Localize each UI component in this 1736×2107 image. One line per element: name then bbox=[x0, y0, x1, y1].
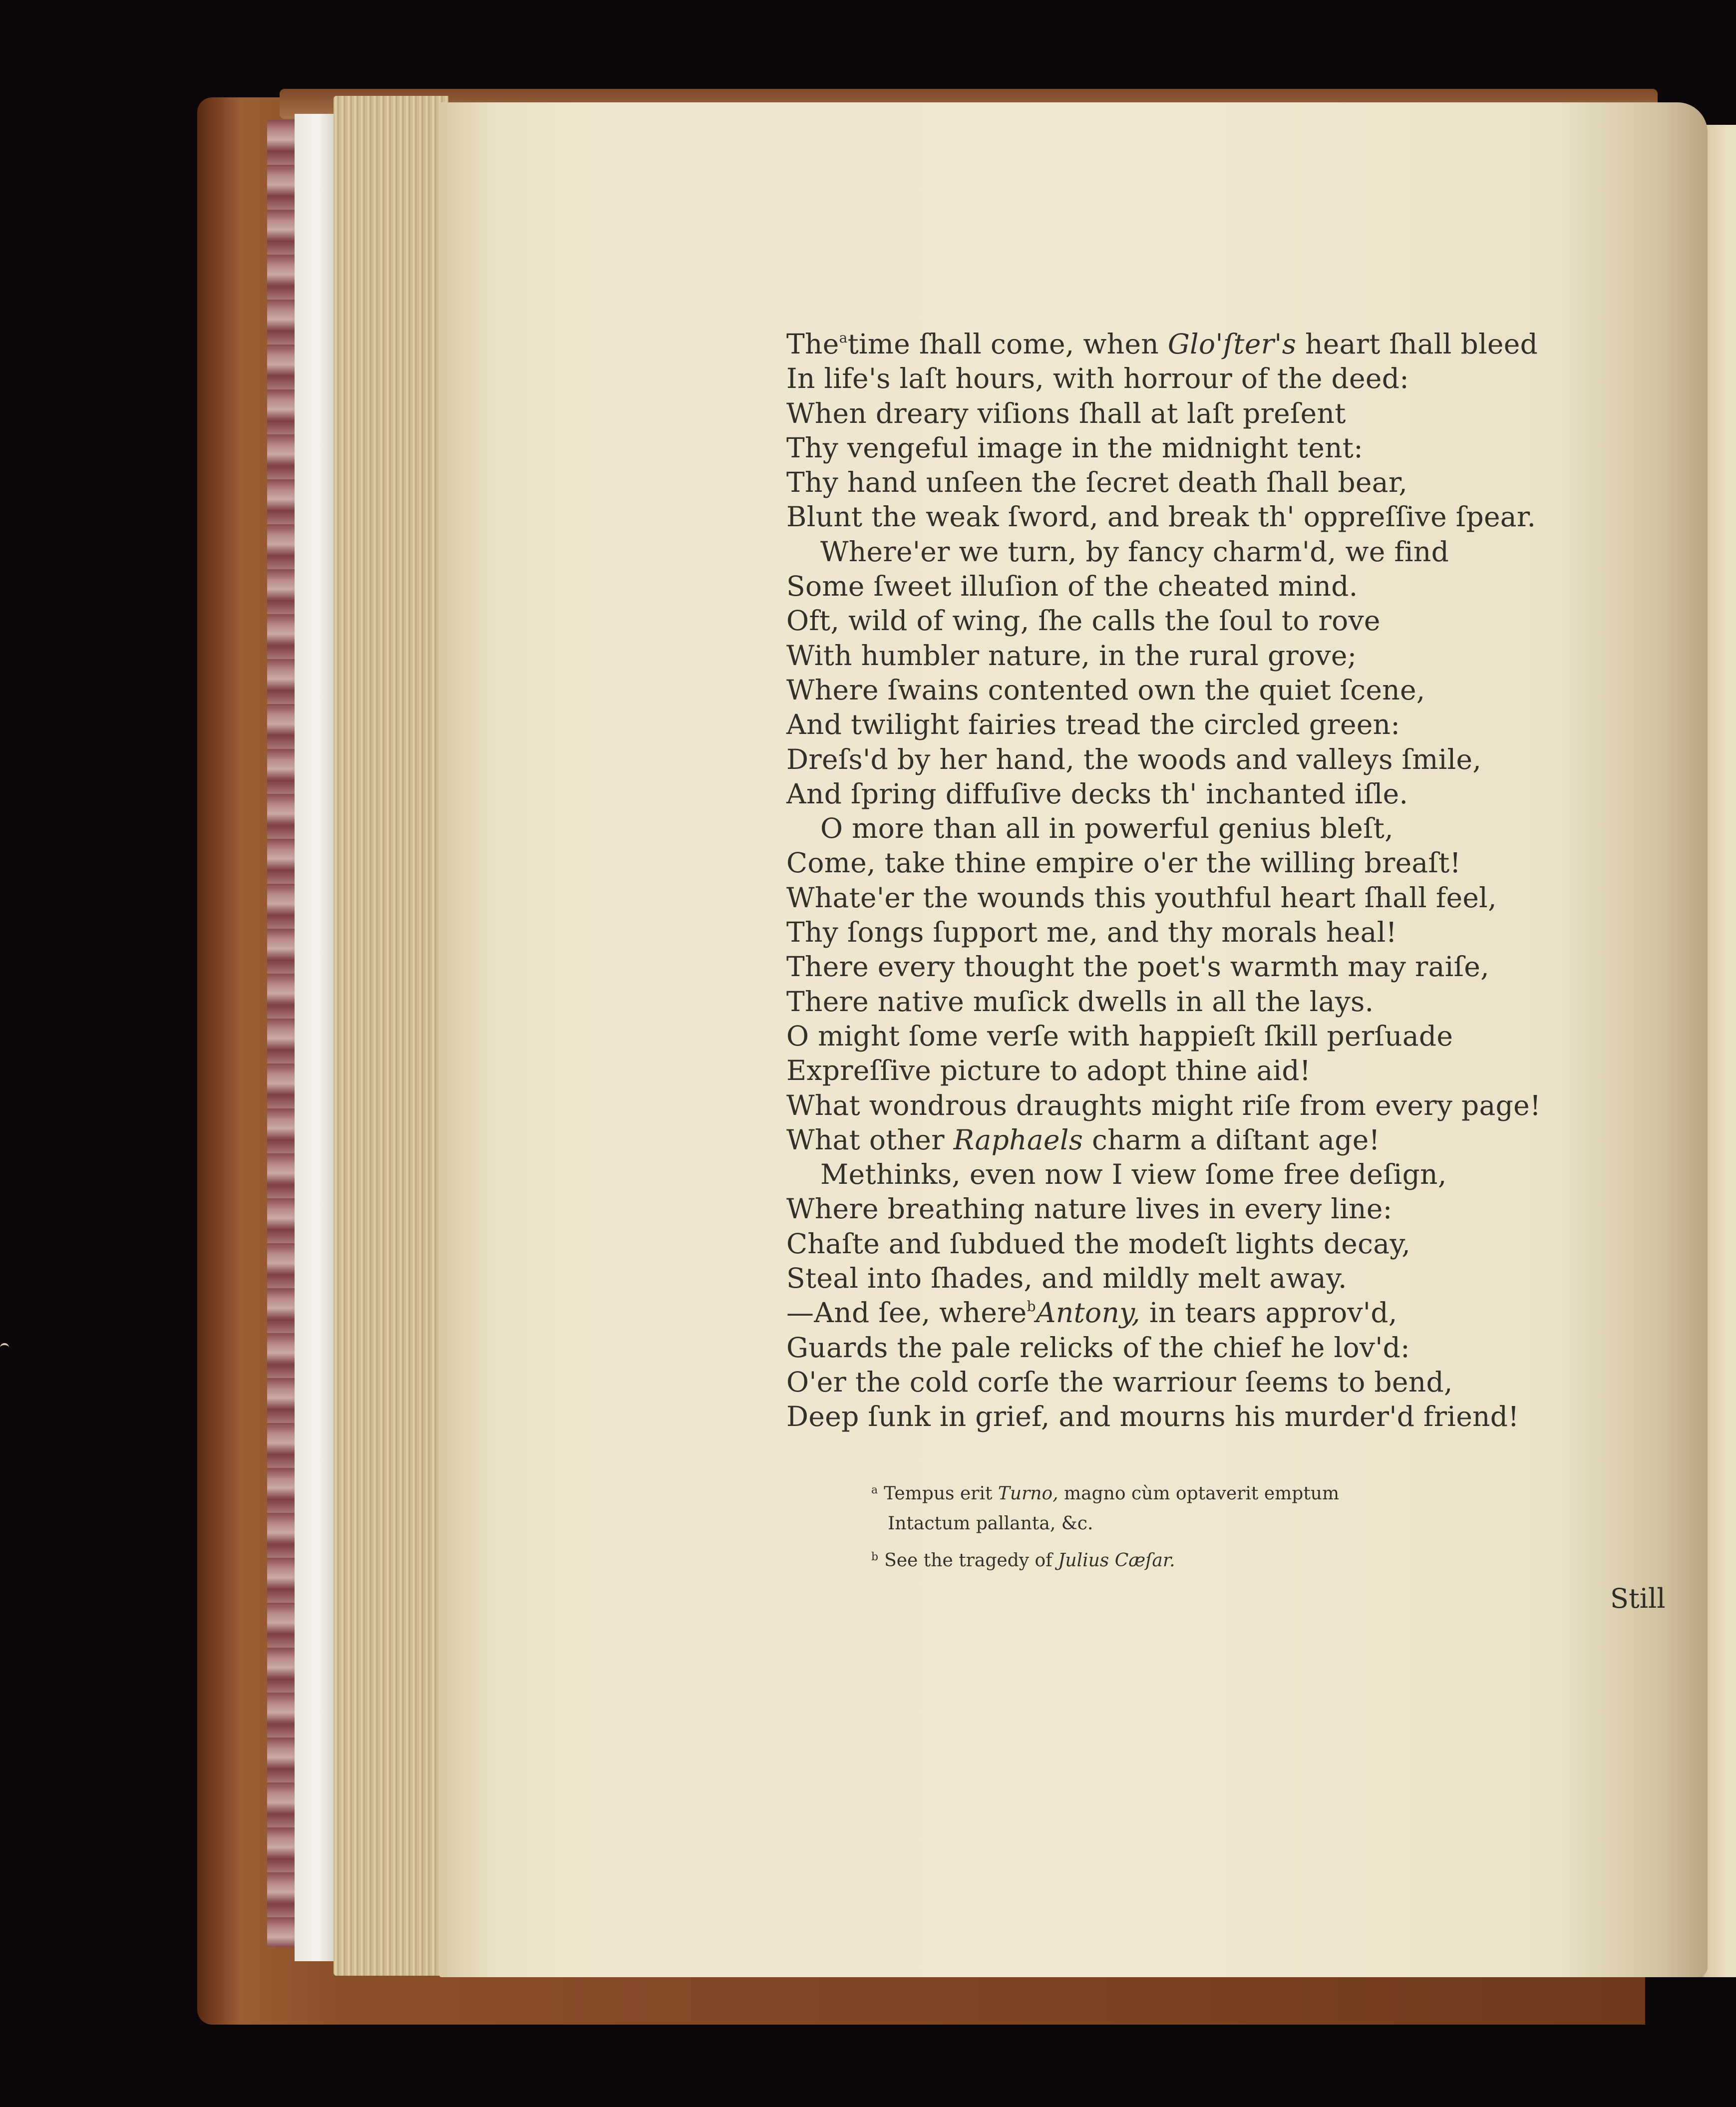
poem-line-20: There native muſick dwells in all the lays. bbox=[786, 985, 1374, 1018]
footnote-a: $^a$ Tempus erit Turno, magno cùm optaverit emptum Intactum pallanta, &c. bbox=[871, 1479, 1470, 1539]
poem-line-27: Chaſte and ſubdued the modeſt lights decay, bbox=[786, 1227, 1411, 1260]
footnote-a-continuation: Intactum pallanta, &c. bbox=[888, 1513, 1093, 1534]
scan-mark bbox=[0, 1343, 9, 1352]
poem-line-15: O more than all in powerful genius bleſt, bbox=[820, 812, 1393, 845]
poem-line-9: Oft, wild of wing, ſhe calls the ſoul to rove bbox=[786, 605, 1381, 637]
poem-line-3: When dreary viſions ſhall at laſt preſent bbox=[786, 397, 1346, 429]
poem-line-5: Thy hand unſeen the ſecret death ſhall bear, bbox=[786, 466, 1408, 499]
page-edges-stack bbox=[334, 96, 448, 1976]
poem-line-23: What wondrous draughts might riſe from every page! bbox=[786, 1089, 1541, 1121]
poem-line-32: Deep ſunk in grief, and mourns his murder'd friend! bbox=[786, 1401, 1519, 1433]
poem-line-11: Where ſwains contented own the quiet ſcene, bbox=[786, 674, 1425, 706]
footnotes bbox=[871, 1479, 1470, 1576]
poem-line-21: O might ſome verſe with happieſt ſkill perſuade bbox=[786, 1020, 1453, 1052]
poem-line-25: Methinks, even now I view ſome free deſign, bbox=[820, 1158, 1447, 1191]
poem-line-10: With humbler nature, in the rural grove; bbox=[786, 639, 1357, 672]
footnote-b-mark: b bbox=[871, 1551, 879, 1563]
footnote-marker-b: b bbox=[1027, 1298, 1036, 1315]
poem-line-14: And ſpring diffuſive decks th' inchanted iſle. bbox=[786, 777, 1408, 810]
poem-line-31: O'er the cold corſe the warriour ſeems to bend, bbox=[786, 1366, 1453, 1398]
poem-line-26: Where breathing nature lives in every line: bbox=[786, 1193, 1392, 1225]
poem-line-2: In life's laſt hours, with horrour of the deed: bbox=[786, 362, 1409, 395]
footnote-b: $^b$ See the tragedy of Julius Cæſar. bbox=[871, 1550, 1175, 1571]
poem-line-29: —And ſee, where$^b$Antony, in tears approv'd, bbox=[786, 1297, 1397, 1329]
poem-line-12: And twilight fairies tread the circled green: bbox=[786, 708, 1400, 741]
poem-line-17: Whate'er the wounds this youthful heart ſhall feel, bbox=[786, 881, 1497, 914]
footnote-a-mark: a bbox=[871, 1484, 878, 1496]
poem-line-28: Steal into ſhades, and mildly melt away. bbox=[786, 1262, 1347, 1295]
poem-text bbox=[786, 327, 1565, 1434]
poem-line-22: Expreſſive picture to adopt thine aid! bbox=[786, 1054, 1311, 1087]
poem-line-13: Dreſs'd by her hand, the woods and valleys ſmile, bbox=[786, 743, 1482, 775]
blank-endpaper bbox=[295, 114, 335, 1961]
poem-line-8: Some ſweet illuſion of the cheated mind. bbox=[786, 570, 1358, 603]
poem-line-24: What other Raphaels charm a diſtant age! bbox=[786, 1123, 1380, 1156]
poem-line-4: Thy vengeful image in the midnight tent: bbox=[786, 431, 1364, 464]
poem-line-6: Blunt the weak ſword, and break th' oppreſſive ſpear. bbox=[786, 501, 1536, 533]
poem-line-19: There every thought the poet's warmth may raiſe, bbox=[786, 951, 1489, 983]
catchword: Still bbox=[1610, 1583, 1666, 1614]
poem-line-16: Come, take thine empire o'er the willing breaſt! bbox=[786, 847, 1461, 879]
marbled-endpaper bbox=[267, 120, 297, 1947]
poem-line-1: The$^a$time ſhall come, when Glo'ſter's heart ſhall bleed bbox=[786, 328, 1538, 360]
poem-line-7: Where'er we turn, by fancy charm'd, we find bbox=[820, 535, 1449, 568]
footnote-marker-a: a bbox=[839, 330, 848, 346]
poem-line-18: Thy ſongs ſupport me, and thy morals heal! bbox=[786, 916, 1397, 949]
poem-line-30: Guards the pale relicks of the chief he lov'd: bbox=[786, 1331, 1410, 1364]
